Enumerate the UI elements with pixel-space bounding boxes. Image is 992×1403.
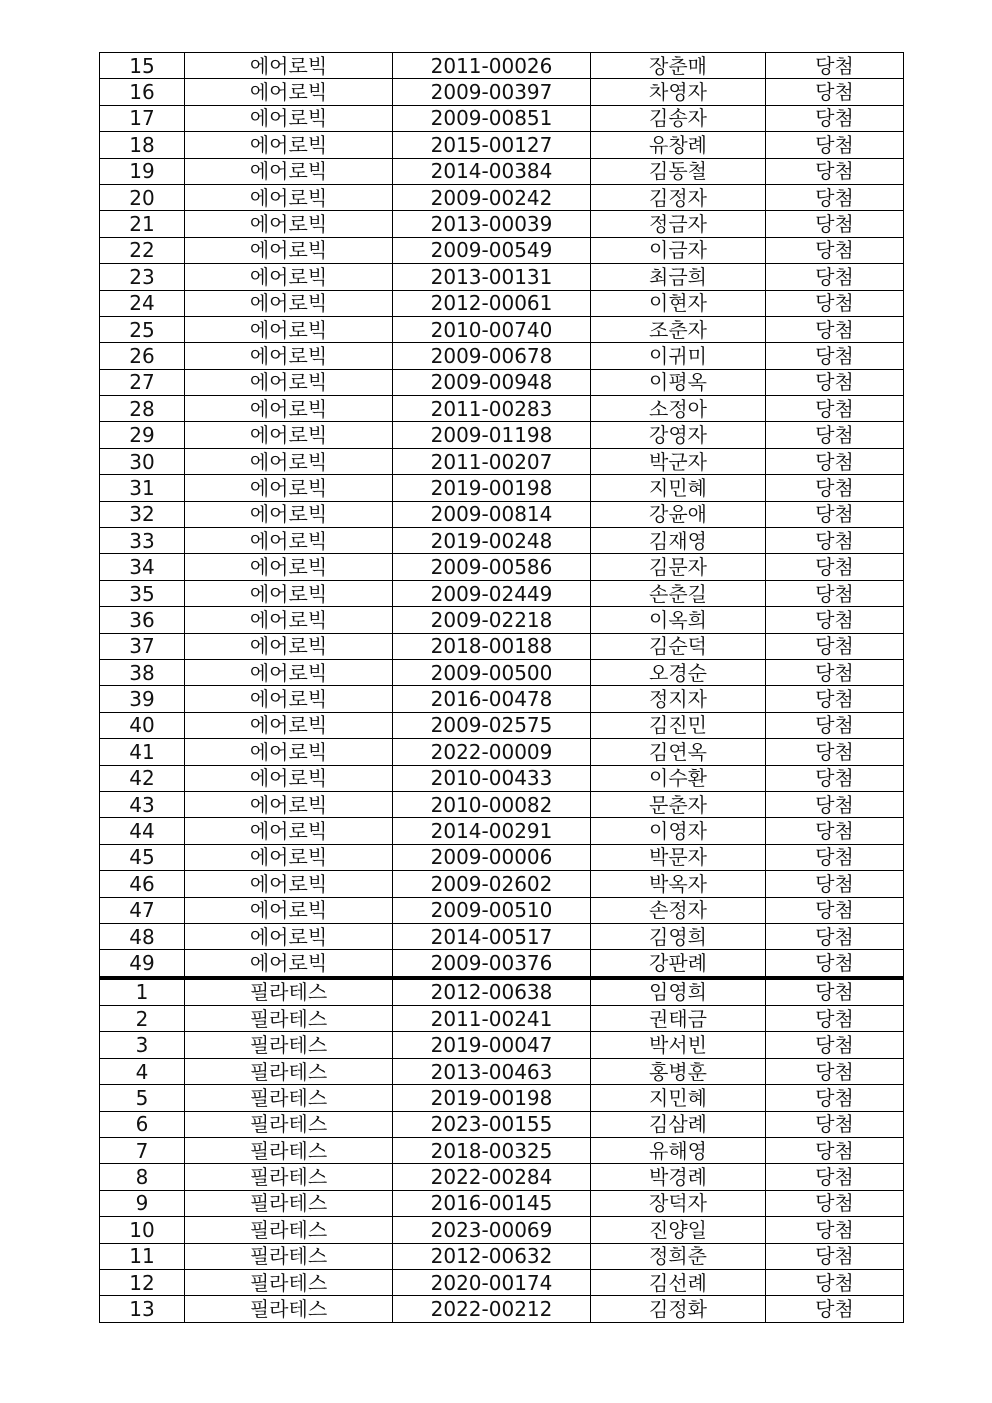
member-id-cell: 2011-00283 (393, 396, 591, 422)
table-row (100, 818, 904, 844)
result-cell: 당첨 (766, 79, 904, 105)
table-row (100, 978, 904, 1006)
program-cell: 필라테스 (185, 1296, 393, 1322)
member-id-cell: 2020-00174 (393, 1269, 591, 1295)
program-cell: 에어로빅 (185, 475, 393, 501)
program-cell: 에어로빅 (185, 528, 393, 554)
member-id-cell: 2019-00248 (393, 528, 591, 554)
program-cell: 에어로빅 (185, 53, 393, 79)
member-name-cell: 박경례 (591, 1164, 766, 1190)
member-id-cell: 2013-00131 (393, 264, 591, 290)
program-cell: 필라테스 (185, 1243, 393, 1269)
member-id-cell: 2012-00061 (393, 290, 591, 316)
member-id-cell: 2009-00948 (393, 369, 591, 395)
member-id-cell: 2011-00241 (393, 1006, 591, 1032)
result-cell: 당첨 (766, 1006, 904, 1032)
member-id-cell: 2009-00814 (393, 501, 591, 527)
table-row (100, 316, 904, 342)
program-cell: 에어로빅 (185, 712, 393, 738)
member-name-cell: 이영자 (591, 818, 766, 844)
table-row (100, 1085, 904, 1111)
result-cell: 당첨 (766, 528, 904, 554)
result-cell: 당첨 (766, 422, 904, 448)
member-id-cell: 2022-00284 (393, 1164, 591, 1190)
program-cell: 에어로빅 (185, 316, 393, 342)
member-name-cell: 장춘매 (591, 53, 766, 79)
member-name-cell: 김영희 (591, 923, 766, 949)
member-name-cell: 박옥자 (591, 871, 766, 897)
result-cell: 당첨 (766, 791, 904, 817)
table-row (100, 79, 904, 105)
table-row (100, 1032, 904, 1058)
result-cell: 당첨 (766, 1111, 904, 1137)
member-name-cell: 김연옥 (591, 739, 766, 765)
result-cell: 당첨 (766, 396, 904, 422)
table-row (100, 1190, 904, 1216)
table-row (100, 448, 904, 474)
member-id-cell: 2023-00069 (393, 1217, 591, 1243)
member-name-cell: 최금희 (591, 264, 766, 290)
table-row (100, 607, 904, 633)
member-name-cell: 지민혜 (591, 1085, 766, 1111)
result-cell: 당첨 (766, 1058, 904, 1084)
result-cell: 당첨 (766, 211, 904, 237)
table-row (100, 475, 904, 501)
row-number-cell: 26 (100, 343, 185, 369)
result-cell: 당첨 (766, 1190, 904, 1216)
program-cell: 에어로빅 (185, 396, 393, 422)
row-number-cell: 38 (100, 659, 185, 685)
table-row (100, 739, 904, 765)
row-number-cell: 33 (100, 528, 185, 554)
program-cell: 에어로빅 (185, 369, 393, 395)
row-number-cell: 4 (100, 1058, 185, 1084)
row-number-cell: 31 (100, 475, 185, 501)
member-name-cell: 유창례 (591, 132, 766, 158)
program-cell: 에어로빅 (185, 158, 393, 184)
row-number-cell: 21 (100, 211, 185, 237)
member-id-cell: 2011-00207 (393, 448, 591, 474)
member-name-cell: 이현자 (591, 290, 766, 316)
member-id-cell: 2009-00376 (393, 950, 591, 978)
row-number-cell: 8 (100, 1164, 185, 1190)
result-cell: 당첨 (766, 1217, 904, 1243)
program-cell: 에어로빅 (185, 765, 393, 791)
program-cell: 에어로빅 (185, 501, 393, 527)
member-name-cell: 정희춘 (591, 1243, 766, 1269)
row-number-cell: 9 (100, 1190, 185, 1216)
row-number-cell: 11 (100, 1243, 185, 1269)
member-name-cell: 김순덕 (591, 633, 766, 659)
member-id-cell: 2018-00188 (393, 633, 591, 659)
row-number-cell: 43 (100, 791, 185, 817)
member-name-cell: 지민혜 (591, 475, 766, 501)
table-body (100, 53, 904, 1323)
row-number-cell: 47 (100, 897, 185, 923)
member-id-cell: 2018-00325 (393, 1138, 591, 1164)
member-id-cell: 2009-00006 (393, 844, 591, 870)
program-cell: 에어로빅 (185, 897, 393, 923)
table-row (100, 1111, 904, 1137)
member-name-cell: 김정자 (591, 184, 766, 210)
table-row (100, 1217, 904, 1243)
program-cell: 필라테스 (185, 1164, 393, 1190)
row-number-cell: 23 (100, 264, 185, 290)
row-number-cell: 30 (100, 448, 185, 474)
program-cell: 에어로빅 (185, 633, 393, 659)
member-name-cell: 정금자 (591, 211, 766, 237)
program-cell: 에어로빅 (185, 659, 393, 685)
program-cell: 필라테스 (185, 1006, 393, 1032)
row-number-cell: 17 (100, 105, 185, 131)
program-cell: 에어로빅 (185, 79, 393, 105)
member-id-cell: 2009-00242 (393, 184, 591, 210)
member-name-cell: 임영희 (591, 978, 766, 1006)
row-number-cell: 19 (100, 158, 185, 184)
member-name-cell: 이수환 (591, 765, 766, 791)
row-number-cell: 32 (100, 501, 185, 527)
result-cell: 당첨 (766, 132, 904, 158)
row-number-cell: 3 (100, 1032, 185, 1058)
table-row (100, 897, 904, 923)
member-name-cell: 김동철 (591, 158, 766, 184)
row-number-cell: 24 (100, 290, 185, 316)
program-cell: 에어로빅 (185, 871, 393, 897)
table-row (100, 1243, 904, 1269)
program-cell: 필라테스 (185, 1085, 393, 1111)
row-number-cell: 40 (100, 712, 185, 738)
row-number-cell: 34 (100, 554, 185, 580)
program-cell: 에어로빅 (185, 105, 393, 131)
program-cell: 에어로빅 (185, 554, 393, 580)
member-id-cell: 2013-00463 (393, 1058, 591, 1084)
program-cell: 에어로빅 (185, 580, 393, 606)
row-number-cell: 18 (100, 132, 185, 158)
member-name-cell: 이평옥 (591, 369, 766, 395)
member-id-cell: 2013-00039 (393, 211, 591, 237)
program-cell: 필라테스 (185, 1058, 393, 1084)
row-number-cell: 29 (100, 422, 185, 448)
member-name-cell: 권태금 (591, 1006, 766, 1032)
row-number-cell: 1 (100, 978, 185, 1006)
member-name-cell: 조춘자 (591, 316, 766, 342)
member-name-cell: 박군자 (591, 448, 766, 474)
program-cell: 에어로빅 (185, 343, 393, 369)
table-row (100, 343, 904, 369)
result-cell: 당첨 (766, 554, 904, 580)
member-name-cell: 강영자 (591, 422, 766, 448)
result-cell: 당첨 (766, 158, 904, 184)
member-name-cell: 김선례 (591, 1269, 766, 1295)
row-number-cell: 35 (100, 580, 185, 606)
result-cell: 당첨 (766, 607, 904, 633)
member-id-cell: 2014-00291 (393, 818, 591, 844)
result-cell: 당첨 (766, 501, 904, 527)
table-row (100, 1058, 904, 1084)
member-id-cell: 2010-00082 (393, 791, 591, 817)
result-cell: 당첨 (766, 184, 904, 210)
program-cell: 에어로빅 (185, 686, 393, 712)
result-cell: 당첨 (766, 712, 904, 738)
member-id-cell: 2011-00026 (393, 53, 591, 79)
member-name-cell: 문춘자 (591, 791, 766, 817)
table-row (100, 211, 904, 237)
program-cell: 에어로빅 (185, 739, 393, 765)
row-number-cell: 28 (100, 396, 185, 422)
program-cell: 에어로빅 (185, 950, 393, 978)
member-name-cell: 정지자 (591, 686, 766, 712)
result-cell: 당첨 (766, 343, 904, 369)
program-cell: 필라테스 (185, 1138, 393, 1164)
program-cell: 에어로빅 (185, 791, 393, 817)
member-name-cell: 장덕자 (591, 1190, 766, 1216)
program-cell: 에어로빅 (185, 448, 393, 474)
result-cell: 당첨 (766, 978, 904, 1006)
member-id-cell: 2019-00198 (393, 475, 591, 501)
result-cell: 당첨 (766, 686, 904, 712)
row-number-cell: 37 (100, 633, 185, 659)
result-cell: 당첨 (766, 1296, 904, 1322)
member-name-cell: 소정아 (591, 396, 766, 422)
table-row (100, 290, 904, 316)
member-id-cell: 2019-00047 (393, 1032, 591, 1058)
row-number-cell: 15 (100, 53, 185, 79)
member-id-cell: 2010-00433 (393, 765, 591, 791)
result-cell: 당첨 (766, 290, 904, 316)
row-number-cell: 6 (100, 1111, 185, 1137)
table-row (100, 712, 904, 738)
row-number-cell: 27 (100, 369, 185, 395)
result-cell: 당첨 (766, 237, 904, 263)
member-name-cell: 오경순 (591, 659, 766, 685)
result-cell: 당첨 (766, 659, 904, 685)
table-row (100, 791, 904, 817)
result-cell: 당첨 (766, 923, 904, 949)
member-name-cell: 박문자 (591, 844, 766, 870)
table-row (100, 950, 904, 978)
result-cell: 당첨 (766, 1085, 904, 1111)
program-cell: 에어로빅 (185, 211, 393, 237)
row-number-cell: 49 (100, 950, 185, 978)
table-row (100, 844, 904, 870)
row-number-cell: 44 (100, 818, 185, 844)
table-row (100, 923, 904, 949)
member-id-cell: 2016-00145 (393, 1190, 591, 1216)
member-id-cell: 2009-00510 (393, 897, 591, 923)
member-id-cell: 2009-02449 (393, 580, 591, 606)
row-number-cell: 7 (100, 1138, 185, 1164)
program-cell: 에어로빅 (185, 132, 393, 158)
member-id-cell: 2015-00127 (393, 132, 591, 158)
table-row (100, 422, 904, 448)
result-cell: 당첨 (766, 1243, 904, 1269)
program-cell: 필라테스 (185, 1032, 393, 1058)
result-cell: 당첨 (766, 1138, 904, 1164)
result-cell: 당첨 (766, 316, 904, 342)
result-cell: 당첨 (766, 633, 904, 659)
member-name-cell: 김진민 (591, 712, 766, 738)
result-cell: 당첨 (766, 448, 904, 474)
result-cell: 당첨 (766, 475, 904, 501)
table-row (100, 369, 904, 395)
member-name-cell: 홍병훈 (591, 1058, 766, 1084)
member-name-cell: 김송자 (591, 105, 766, 131)
member-id-cell: 2023-00155 (393, 1111, 591, 1137)
result-cell: 당첨 (766, 950, 904, 978)
member-id-cell: 2016-00478 (393, 686, 591, 712)
member-name-cell: 이귀미 (591, 343, 766, 369)
member-id-cell: 2009-01198 (393, 422, 591, 448)
table-row (100, 1269, 904, 1295)
table-row (100, 184, 904, 210)
table-row (100, 1006, 904, 1032)
row-number-cell: 36 (100, 607, 185, 633)
program-cell: 필라테스 (185, 978, 393, 1006)
row-number-cell: 12 (100, 1269, 185, 1295)
row-number-cell: 22 (100, 237, 185, 263)
result-cell: 당첨 (766, 871, 904, 897)
member-id-cell: 2009-00851 (393, 105, 591, 131)
program-cell: 필라테스 (185, 1111, 393, 1137)
member-name-cell: 김삼례 (591, 1111, 766, 1137)
member-id-cell: 2009-02575 (393, 712, 591, 738)
result-cell: 당첨 (766, 844, 904, 870)
result-cell: 당첨 (766, 1269, 904, 1295)
table-row (100, 105, 904, 131)
row-number-cell: 13 (100, 1296, 185, 1322)
member-name-cell: 김정화 (591, 1296, 766, 1322)
result-cell: 당첨 (766, 105, 904, 131)
member-name-cell: 손춘길 (591, 580, 766, 606)
member-name-cell: 김문자 (591, 554, 766, 580)
table-row (100, 659, 904, 685)
program-cell: 에어로빅 (185, 237, 393, 263)
result-cell: 당첨 (766, 739, 904, 765)
member-id-cell: 2012-00638 (393, 978, 591, 1006)
row-number-cell: 46 (100, 871, 185, 897)
member-name-cell: 유해영 (591, 1138, 766, 1164)
member-name-cell: 이금자 (591, 237, 766, 263)
member-id-cell: 2009-02218 (393, 607, 591, 633)
table-row (100, 501, 904, 527)
table-row (100, 686, 904, 712)
program-cell: 에어로빅 (185, 422, 393, 448)
lottery-results-table (99, 52, 904, 1323)
result-cell: 당첨 (766, 765, 904, 791)
member-name-cell: 강윤애 (591, 501, 766, 527)
row-number-cell: 16 (100, 79, 185, 105)
member-id-cell: 2009-00549 (393, 237, 591, 263)
table-row (100, 396, 904, 422)
table-row (100, 158, 904, 184)
member-id-cell: 2009-00500 (393, 659, 591, 685)
row-number-cell: 5 (100, 1085, 185, 1111)
row-number-cell: 2 (100, 1006, 185, 1032)
member-name-cell: 김재영 (591, 528, 766, 554)
row-number-cell: 25 (100, 316, 185, 342)
result-cell: 당첨 (766, 264, 904, 290)
member-id-cell: 2009-00586 (393, 554, 591, 580)
row-number-cell: 48 (100, 923, 185, 949)
row-number-cell: 42 (100, 765, 185, 791)
member-name-cell: 차영자 (591, 79, 766, 105)
table-row (100, 1296, 904, 1322)
member-id-cell: 2009-02602 (393, 871, 591, 897)
member-name-cell: 진양일 (591, 1217, 766, 1243)
member-name-cell: 손정자 (591, 897, 766, 923)
result-cell: 당첨 (766, 897, 904, 923)
row-number-cell: 20 (100, 184, 185, 210)
program-cell: 에어로빅 (185, 844, 393, 870)
table-row (100, 237, 904, 263)
program-cell: 에어로빅 (185, 264, 393, 290)
table-row (100, 528, 904, 554)
table-row (100, 1138, 904, 1164)
member-id-cell: 2012-00632 (393, 1243, 591, 1269)
program-cell: 필라테스 (185, 1269, 393, 1295)
member-id-cell: 2009-00678 (393, 343, 591, 369)
member-name-cell: 이옥희 (591, 607, 766, 633)
table-row (100, 53, 904, 79)
result-cell: 당첨 (766, 369, 904, 395)
member-name-cell: 박서빈 (591, 1032, 766, 1058)
member-name-cell: 강판례 (591, 950, 766, 978)
member-id-cell: 2014-00384 (393, 158, 591, 184)
member-id-cell: 2022-00009 (393, 739, 591, 765)
table-row (100, 264, 904, 290)
program-cell: 에어로빅 (185, 184, 393, 210)
program-cell: 에어로빅 (185, 818, 393, 844)
member-id-cell: 2019-00198 (393, 1085, 591, 1111)
member-id-cell: 2009-00397 (393, 79, 591, 105)
program-cell: 에어로빅 (185, 290, 393, 316)
program-cell: 에어로빅 (185, 923, 393, 949)
member-id-cell: 2022-00212 (393, 1296, 591, 1322)
program-cell: 필라테스 (185, 1217, 393, 1243)
program-cell: 필라테스 (185, 1190, 393, 1216)
result-cell: 당첨 (766, 53, 904, 79)
table-row (100, 132, 904, 158)
row-number-cell: 39 (100, 686, 185, 712)
table-row (100, 871, 904, 897)
result-cell: 당첨 (766, 580, 904, 606)
result-cell: 당첨 (766, 818, 904, 844)
table-row (100, 633, 904, 659)
table-row (100, 1164, 904, 1190)
table-row (100, 580, 904, 606)
program-cell: 에어로빅 (185, 607, 393, 633)
result-cell: 당첨 (766, 1164, 904, 1190)
table-row (100, 554, 904, 580)
row-number-cell: 41 (100, 739, 185, 765)
result-cell: 당첨 (766, 1032, 904, 1058)
row-number-cell: 10 (100, 1217, 185, 1243)
member-id-cell: 2014-00517 (393, 923, 591, 949)
member-id-cell: 2010-00740 (393, 316, 591, 342)
row-number-cell: 45 (100, 844, 185, 870)
table-row (100, 765, 904, 791)
